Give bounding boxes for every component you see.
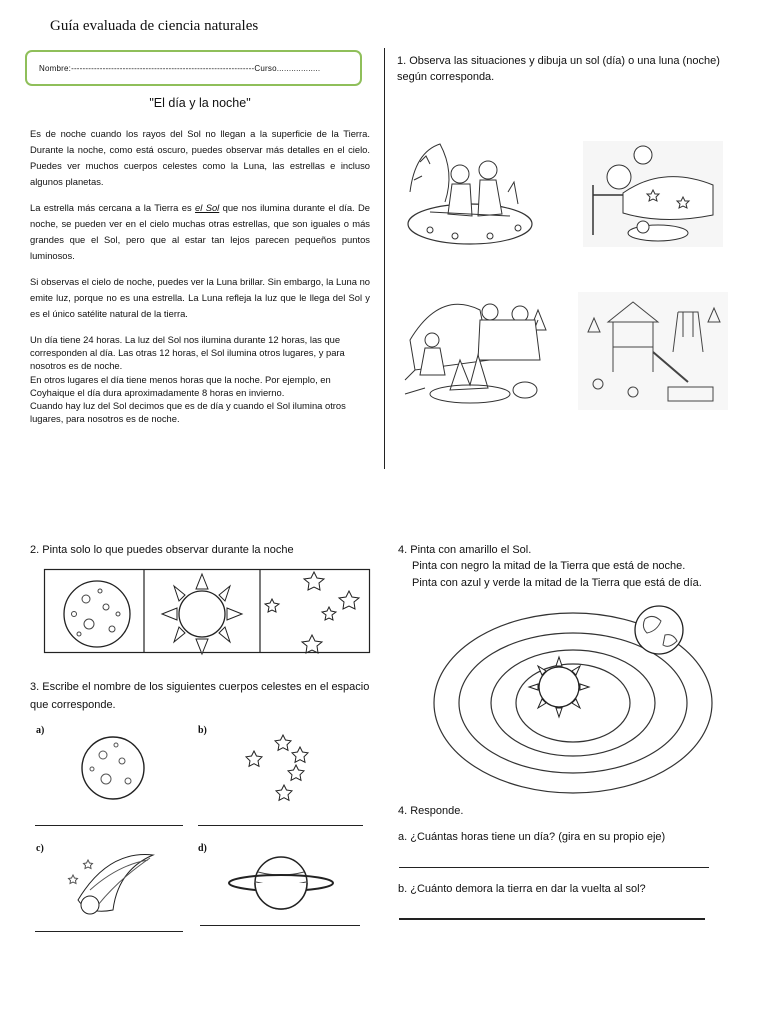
answer-line-5a[interactable] bbox=[399, 867, 709, 868]
name-course-field[interactable]: Nombre:----------------------------------------------------------------Curso.................. bbox=[39, 64, 321, 73]
night-sky-options-table bbox=[44, 569, 370, 653]
campfire-illustration bbox=[400, 290, 550, 410]
name-course-box bbox=[25, 50, 362, 86]
sleeping-child-illustration bbox=[583, 135, 723, 247]
reading-paragraph-4a: Un día tiene 24 horas. La luz del Sol nos ilumina durante 12 horas, las que corresponden al día. Las otras 12 horas, el Sol ilumina otros lugares, y para nosotros es de noche. bbox=[30, 334, 345, 372]
answer-line-a[interactable] bbox=[35, 825, 183, 826]
answer-line-c[interactable] bbox=[35, 931, 183, 932]
label-d: d) bbox=[198, 843, 207, 854]
sun-option[interactable] bbox=[162, 574, 242, 654]
label-a: a) bbox=[36, 725, 45, 736]
question-4-line-2: Pinta con negro la mitad de la Tierra que está de noche. bbox=[412, 560, 686, 572]
reading-title: "El día y la noche" bbox=[149, 96, 251, 110]
moon-option[interactable] bbox=[64, 581, 130, 647]
question-4-line-3: Pinta con azul y verde la mitad de la Tierra que está de día. bbox=[412, 577, 702, 589]
comet-image bbox=[68, 850, 158, 922]
column-divider bbox=[384, 48, 385, 469]
stars-image bbox=[238, 733, 318, 803]
saturn-image bbox=[226, 852, 336, 914]
reading-paragraph-1: Es de noche cuando los rayos del Sol no llegan a la superficie de la Tierra. Durante la noche, como está oscuro, puedes observar más detalles en el cielo. Puedes ver muchos cuerpos celestes como la Luna, las estrellas e incluso algunos planetas. bbox=[30, 128, 370, 187]
answer-line-b[interactable] bbox=[198, 825, 363, 826]
playground-illustration bbox=[578, 292, 728, 410]
answer-line-d[interactable] bbox=[200, 925, 360, 926]
moon-image bbox=[78, 733, 148, 803]
label-b: b) bbox=[198, 725, 207, 736]
answer-line-5b[interactable] bbox=[399, 918, 705, 920]
picnic-illustration bbox=[400, 132, 540, 252]
worksheet-title: Guía evaluada de ciencia naturales bbox=[50, 18, 259, 34]
sun-image[interactable] bbox=[529, 657, 589, 717]
question-3: 3. Escribe el nombre de los siguientes cuerpos celestes en el espacio que corresponde. bbox=[30, 681, 370, 711]
question-5-title: 4. Responde. bbox=[398, 805, 464, 817]
question-5a: a. ¿Cuántas horas tiene un día? (gira en su propio eje) bbox=[398, 831, 666, 843]
stars-option[interactable] bbox=[265, 572, 359, 653]
question-4-line-1: 4. Pinta con amarillo el Sol. bbox=[398, 544, 532, 556]
reading-paragraph-4b: En otros lugares el día tiene menos horas que la noche. Por ejemplo, en Coyhaique el día dura aproximadamente 8 horas en invierno. bbox=[30, 373, 331, 398]
reading-paragraph-3: Si observas el cielo de noche, puedes ver la Luna brillar. Sin embargo, la Luna no emite luz, porque no es una estrella. La Luna refleja la luz que le llega del Sol y es el único satélite natural de la tierra. bbox=[30, 276, 370, 319]
solar-orbit-diagram bbox=[433, 605, 713, 795]
reading-paragraph-2: La estrella más cercana a la Tierra es el Sol que nos ilumina durante el día. De noche, se pueden ver en el cielo muchas otras estrellas, que son iguales o más grandes que el Sol, pero que al estar tan lejos parecen pequeños puntos luminosos. bbox=[30, 202, 370, 261]
question-5b: b. ¿Cuánto demora la tierra en dar la vuelta al sol? bbox=[398, 883, 646, 895]
earth-image[interactable] bbox=[635, 606, 683, 654]
question-2: 2. Pinta solo lo que puedes observar durante la noche bbox=[30, 544, 294, 556]
label-c: c) bbox=[36, 843, 44, 854]
reading-paragraph-4c: Cuando hay luz del Sol decimos que es de día y cuando el Sol ilumina otros lugares, para nosotros es de noche. bbox=[30, 400, 346, 425]
highlighted-term: el Sol bbox=[195, 202, 220, 213]
reading-paragraph-4 bbox=[30, 333, 370, 425]
question-1: 1. Observa las situaciones y dibuja un sol (día) o una luna (noche) según corresponda. bbox=[397, 55, 720, 83]
